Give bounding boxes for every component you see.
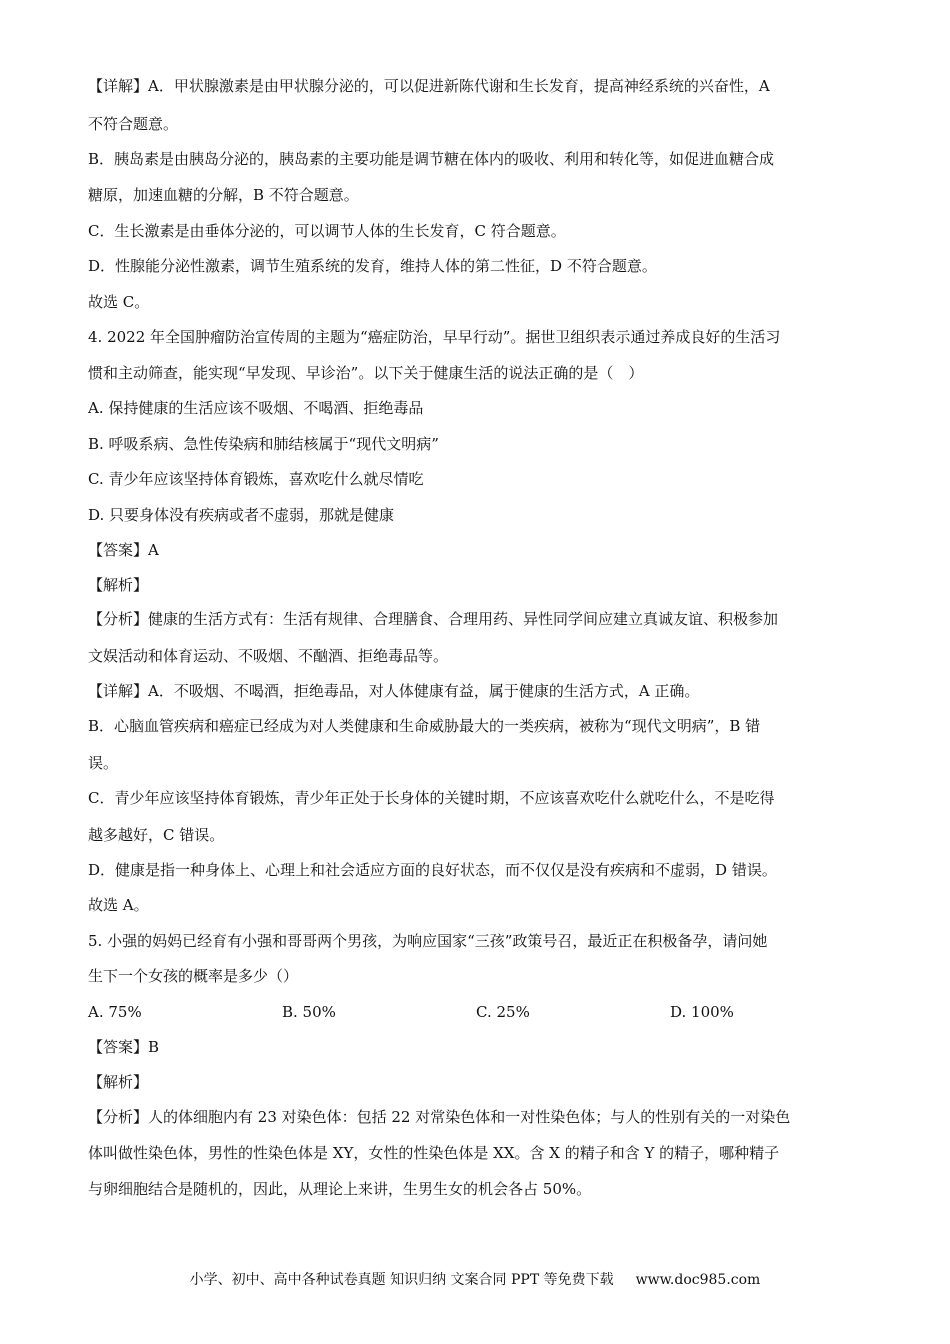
text-line: 不符合题意。 — [88, 115, 179, 133]
text-line: D．健康是指一种身体上、心理上和社会适应方面的良好状态，而不仅仅是没有疾病和不虚弱，D 错误。 — [88, 861, 777, 879]
option-b: B. 50% — [282, 1003, 336, 1021]
option-c: C. 青少年应该坚持体育锻炼，喜欢吃什么就尽情吃 — [88, 470, 424, 488]
text-line: 【详解】A．不吸烟、不喝酒，拒绝毒品，对人体健康有益，属于健康的生活方式，A 正确。 — [88, 682, 700, 700]
footer-url[interactable]: www.doc985.com — [635, 1272, 761, 1288]
text-line: 【分析】人的体细胞内有 23 对染色体：包括 22 对常染色体和一对性染色体；与人的性别有关的一对染色 — [88, 1108, 791, 1126]
text-line: C．生长激素是由垂体分泌的，可以调节人体的生长发育，C 符合题意。 — [88, 222, 566, 240]
text-line: C．青少年应该坚持体育锻炼，青少年正处于长身体的关键时期，不应该喜欢吃什么就吃什么，不是吃得 — [88, 789, 775, 807]
option-c: C. 25% — [476, 1003, 530, 1021]
text-line: 越多越好，C 错误。 — [88, 826, 225, 844]
analysis-label: 【解析】 — [88, 576, 149, 594]
text-line: 体叫做性染色体，男性的性染色体是 XY，女性的性染色体是 XX。含 X 的精子和含 Y 的精子，哪种精子 — [88, 1144, 780, 1162]
option-d: D. 100% — [670, 1003, 734, 1021]
text-line: 糖原，加速血糖的分解，B 不符合题意。 — [88, 186, 359, 204]
text-line: 【分析】健康的生活方式有：生活有规律、合理膳食、合理用药、异性同学间应建立真诚友谊、积极参加 — [88, 610, 779, 628]
text-line: 文娱活动和体育运动、不吸烟、不酗酒、拒绝毒品等。 — [88, 647, 449, 665]
text-line: D．性腺能分泌性激素，调节生殖系统的发育，维持人体的第二性征，D 不符合题意。 — [88, 257, 657, 275]
option-d: D. 只要身体没有疾病或者不虚弱，那就是健康 — [88, 506, 395, 524]
question-4-stem: 4. 2022 年全国肿瘤防治宣传周的主题为“癌症防治，早早行动”。据世卫组织表示通过养成良好的生活习 — [88, 328, 781, 346]
question-5-options — [88, 1002, 863, 1022]
option-a: A. 75% — [88, 1003, 142, 1021]
text-line: 与卵细胞结合是随机的，因此，从理论上来讲，生男生女的机会各占 50%。 — [88, 1180, 592, 1198]
text-line: B．胰岛素是由胰岛分泌的，胰岛素的主要功能是调节糖在体内的吸收、利用和转化等，如促进血糖合成 — [88, 150, 775, 168]
analysis-label: 【解析】 — [88, 1073, 149, 1091]
option-a: A. 保持健康的生活应该不吸烟、不喝酒、拒绝毒品 — [88, 399, 424, 417]
question-4-stem: 惯和主动筛查，能实现“早发现、早诊治”。以下关于健康生活的说法正确的是（ ） — [88, 364, 644, 382]
text-line: 【详解】A．甲状腺激素是由甲状腺分泌的，可以促进新陈代谢和生长发育，提高神经系统的兴奋性，A — [88, 77, 770, 95]
question-5-stem: 5. 小强的妈妈已经育有小强和哥哥两个男孩，为响应国家“三孩”政策号召，最近正在积极备孕，请问她 — [88, 932, 768, 950]
question-5-stem: 生下一个女孩的概率是多少（） — [88, 967, 299, 985]
answer-label: 【答案】B — [88, 1038, 160, 1056]
text-line: 误。 — [88, 754, 119, 772]
text-line: 故选 A。 — [88, 896, 149, 914]
text-line: 故选 C。 — [88, 293, 150, 311]
answer-label: 【答案】A — [88, 541, 159, 559]
text-line: B．心脑血管疾病和癌症已经成为对人类健康和生命威胁最大的一类疾病，被称为“现代文明病”，B 错 — [88, 717, 761, 735]
option-b: B. 呼吸系病、急性传染病和肺结核属于“现代文明病” — [88, 435, 439, 453]
page-footer — [0, 1270, 950, 1290]
footer-text: 小学、初中、高中各种试卷真题 知识归纳 文案合同 PPT 等免费下载 — [189, 1272, 614, 1288]
